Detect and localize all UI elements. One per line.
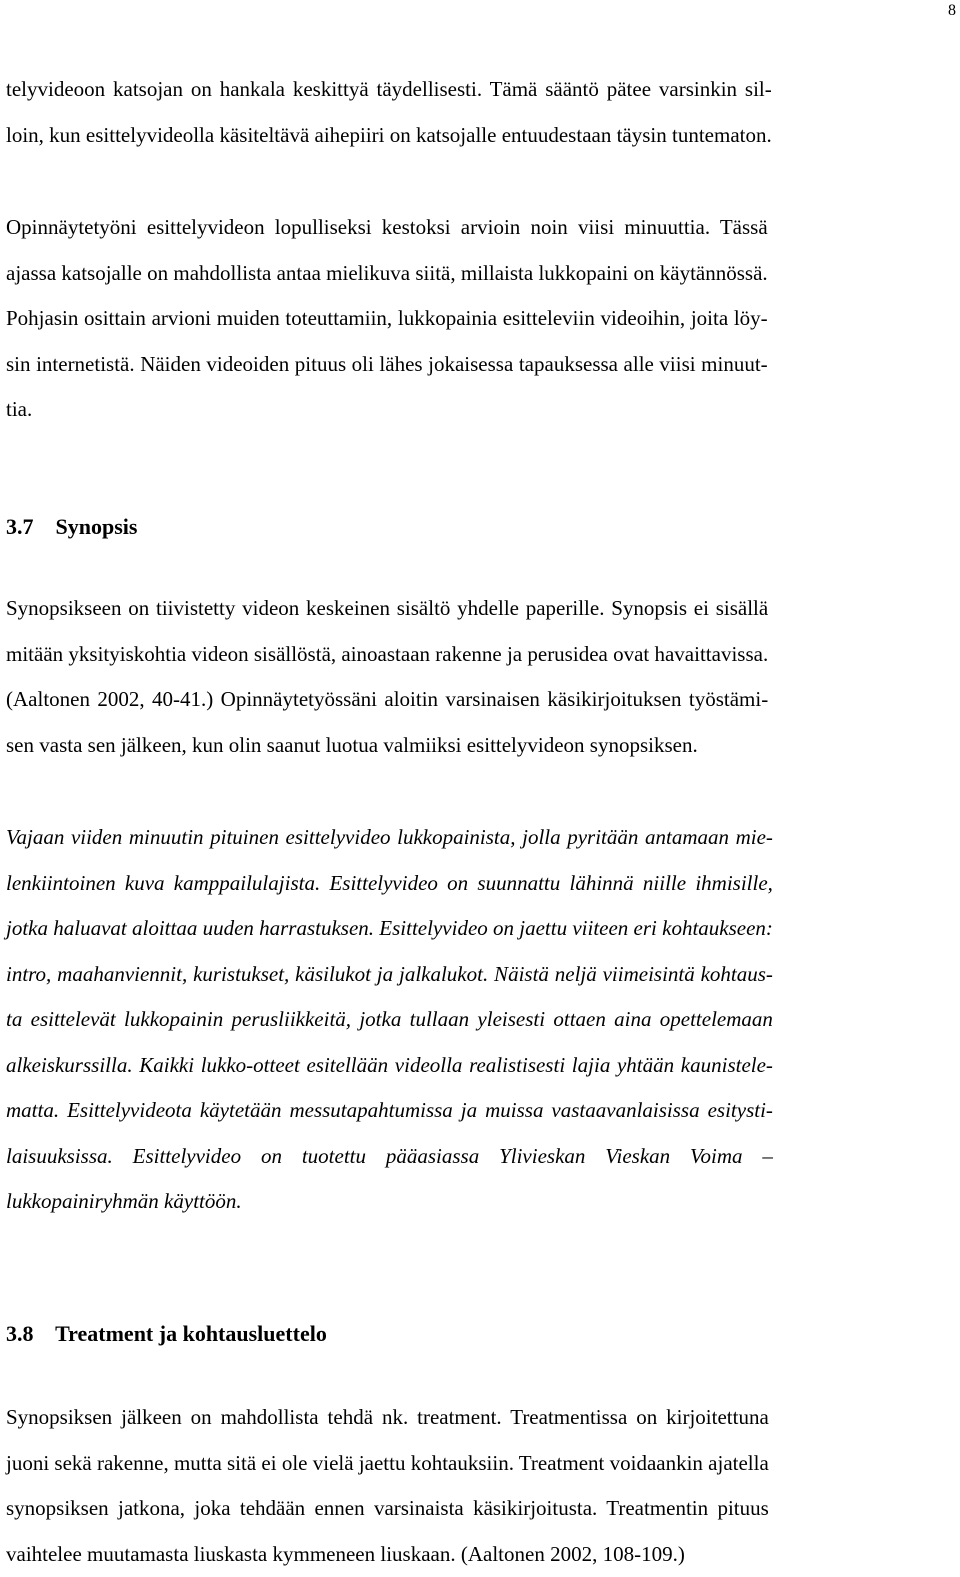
text-line: intro, maahanviennit, kuristukset, käsilukot ja jalkalukot. Näistä neljä viimeisintä kohtaus- bbox=[6, 952, 773, 998]
text-line: sin internetistä. Näiden videoiden pituus oli lähes jokaisessa tapauksessa alle viisi minuut- bbox=[6, 342, 768, 388]
text-line: Vajaan viiden minuutin pituinen esittelyvideo lukkopainista, jolla pyritään antamaan mie- bbox=[6, 815, 773, 861]
text-line: Pohjasin osittain arvioni muiden toteuttamiin, lukkopainia esitteleviin videoihin, joita löy- bbox=[6, 296, 768, 342]
text-line: telyvideoon katsojan on hankala keskittyä täydellisesti. Tämä sääntö pätee varsinkin sil- bbox=[6, 67, 772, 113]
text-line: (Aaltonen 2002, 40-41.) Opinnäytetyössäni aloitin varsinaisen käsikirjoituksen työstämi- bbox=[6, 677, 768, 723]
text-line: sen vasta sen jälkeen, kun olin saanut luotua valmiiksi esittelyvideon synopsiksen. bbox=[6, 723, 768, 769]
text-line: alkeiskurssilla. Kaikki lukko-otteet esitellään videolla realistisesti lajia yhtään kaunistele- bbox=[6, 1043, 773, 1089]
section-heading-synopsis bbox=[6, 512, 137, 542]
paragraph-treatment-definition bbox=[6, 1395, 769, 1577]
text-line: juoni sekä rakenne, mutta sitä ei ole vielä jaettu kohtauksiin. Treatment voidaankin ajatella bbox=[6, 1441, 769, 1487]
text-line: matta. Esittelyvideota käytetään messutapahtumissa ja muissa vastaavanlaisissa esitysti- bbox=[6, 1088, 773, 1134]
text-line: tia. bbox=[6, 387, 768, 433]
paragraph-video-length bbox=[6, 205, 768, 433]
paragraph-synopsis-definition bbox=[6, 586, 768, 768]
paragraph-synopsis-quote bbox=[6, 815, 773, 1225]
section-heading-treatment bbox=[6, 1319, 327, 1349]
section-number: 3.8 bbox=[6, 1319, 50, 1349]
text-line: ta esittelevät lukkopainin perusliikkeitä, jotka tullaan yleisesti ottaen aina opettelemaan bbox=[6, 997, 773, 1043]
text-line: Opinnäytetyöni esittelyvideon lopulliseksi kestoksi arvioin noin viisi minuuttia. Tässä bbox=[6, 205, 768, 251]
section-title: Synopsis bbox=[56, 514, 138, 539]
text-line: lenkiintoinen kuva kamppailulajista. Esittelyvideo on suunnattu lähinnä niille ihmisille, bbox=[6, 861, 773, 907]
text-line: lukkopainiryhmän käyttöön. bbox=[6, 1179, 773, 1225]
text-line: Synopsiksen jälkeen on mahdollista tehdä nk. treatment. Treatmentissa on kirjoitettuna bbox=[6, 1395, 769, 1441]
section-title: Treatment ja kohtausluettelo bbox=[55, 1321, 327, 1346]
text-line: jotka haluavat aloittaa uuden harrastuksen. Esittelyvideo on jaettu viiteen eri kohtaukseen: bbox=[6, 906, 773, 952]
page-number: 8 bbox=[948, 2, 956, 20]
text-line: loin, kun esittelyvideolla käsiteltävä aihepiiri on katsojalle entuudestaan täysin tuntematon. bbox=[6, 113, 772, 159]
text-line: laisuuksissa. Esittelyvideo on tuotettu pääasiassa Ylivieskan Vieskan Voima – bbox=[6, 1134, 773, 1180]
paragraph-intro-continuation bbox=[6, 67, 772, 158]
text-line: mitään yksityiskohtia videon sisällöstä, ainoastaan rakenne ja perusidea ovat havaittavissa. bbox=[6, 632, 768, 678]
text-line: vaihtelee muutamasta liuskasta kymmeneen liuskaan. (Aaltonen 2002, 108-109.) bbox=[6, 1532, 769, 1577]
section-number: 3.7 bbox=[6, 512, 50, 542]
text-line: synopsiksen jatkona, joka tehdään ennen varsinaista käsikirjoitusta. Treatmentin pituus bbox=[6, 1486, 769, 1532]
text-line: ajassa katsojalle on mahdollista antaa mielikuva siitä, millaista lukkopaini on käytännössä. bbox=[6, 251, 768, 297]
text-line: Synopsikseen on tiivistetty videon keskeinen sisältö yhdelle paperille. Synopsis ei sisällä bbox=[6, 586, 768, 632]
